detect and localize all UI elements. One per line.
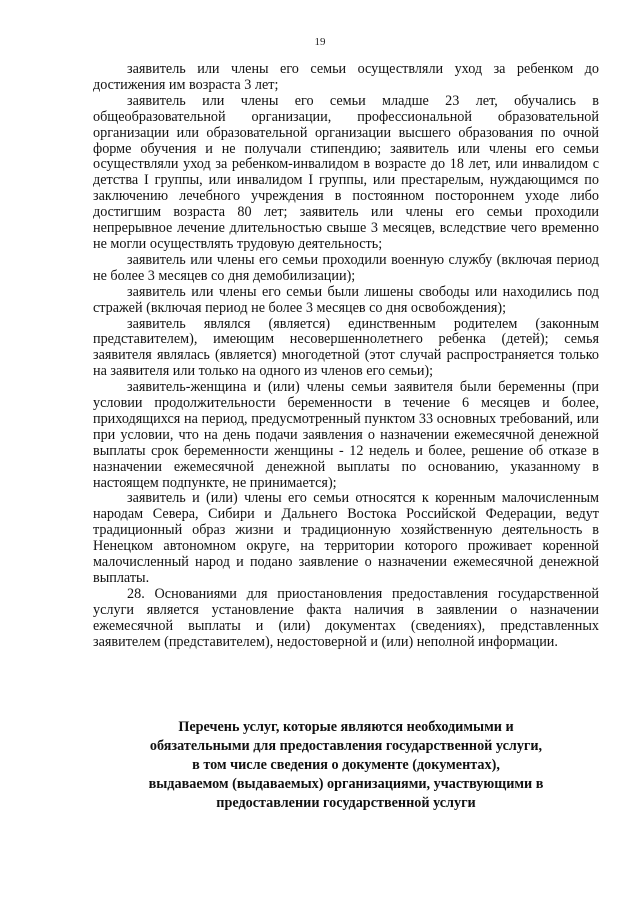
paragraph-imprisonment: заявитель или члены его семьи были лишены свободы или находились под стражей (включая период не более 3 месяцев со дня освобождения); [93, 283, 599, 316]
section-heading [93, 718, 599, 813]
paragraph-military-service: заявитель или члены его семьи проходили военную службу (включая период не более 3 месяцев со дня демобилизации); [93, 251, 599, 284]
paragraph-child-care: заявитель или члены его семьи осуществляли уход за ребенком до достижения им возраста 3 лет; [93, 61, 599, 93]
section-heading-line: в том числе сведения о документе (документах), [192, 757, 500, 773]
section-heading-line: обязательными для предоставления государственной услуги, [149, 738, 543, 754]
body-text [93, 62, 599, 651]
paragraph-indigenous-peoples: заявитель и (или) члены его семьи относятся к коренным малочисленным народам Севера, Сибири и Дальнего Востока Российской Федерации, ведут традиционный образ жизни и традиционную хозяйственную деятельность в Ненецком автономном округе, на территории которого проживает коренной малочисленный народ и подано заявление о назначении ежемесячной денежной выплаты. [93, 490, 599, 586]
paragraph-pregnancy: заявитель-женщина и (или) члены семьи заявителя были беременны (при условии продолжительности беременности в течение 6 месяцев и более, приходящихся на период, предусмотренный пунктом 33 основных требований, или при условии, что на день подачи заявления о назначении ежемесячной денежной выплаты срок беременности женщины - 12 недель и более, решение об отказе в назначении ежемесячной денежной выплаты по основанию, указанному в настоящем подпункте, не принимается); [93, 379, 599, 491]
paragraph-item-28: 28. Основаниями для приостановления предоставления государственной услуги является установление факта наличия в заявлении о назначении ежемесячной выплаты и (или) документах (сведениях), представленных заявителем (представителем), недостоверной и (или) неполной информации. [93, 585, 599, 650]
section-heading-line: Перечень услуг, которые являются необходимыми и [178, 719, 514, 735]
section-heading-line: предоставлении государственной услуги [216, 795, 476, 811]
page-number: 19 [314, 36, 326, 48]
paragraph-single-parent: заявитель являлся (является) единственным родителем (законным представителем), имеющим несовершеннолетнего ребенка (детей); семья заявителя являлась (является) многодетной (этот случай распространяется только на заявителя или только на одного из членов его семьи); [93, 315, 599, 380]
section-heading-line: выдаваемом (выдаваемых) организациями, участвующими в [148, 776, 544, 792]
paragraph-education-and-care: заявитель или члены его семьи младше 23 лет, обучались в общеобразовательной организации, профессиональной образовательной организации или образовательной организации высшего образования по очной форме обучения и не получали стипендию; заявитель или члены его семьи осуществляли уход за ребенком-инвалидом в возрасте до 18 лет, или инвалидом с детства I группы, или инвалидом I группы, или престарелым, нуждающимся по заключению лечебного учреждения в постоянном постороннем уходе либо достигшим возраста 80 лет; заявитель или члены его семьи проходили непрерывное лечение длительностью свыше 3 месяцев, вследствие чего временно не могли осуществлять трудовую деятельность; [93, 92, 599, 252]
